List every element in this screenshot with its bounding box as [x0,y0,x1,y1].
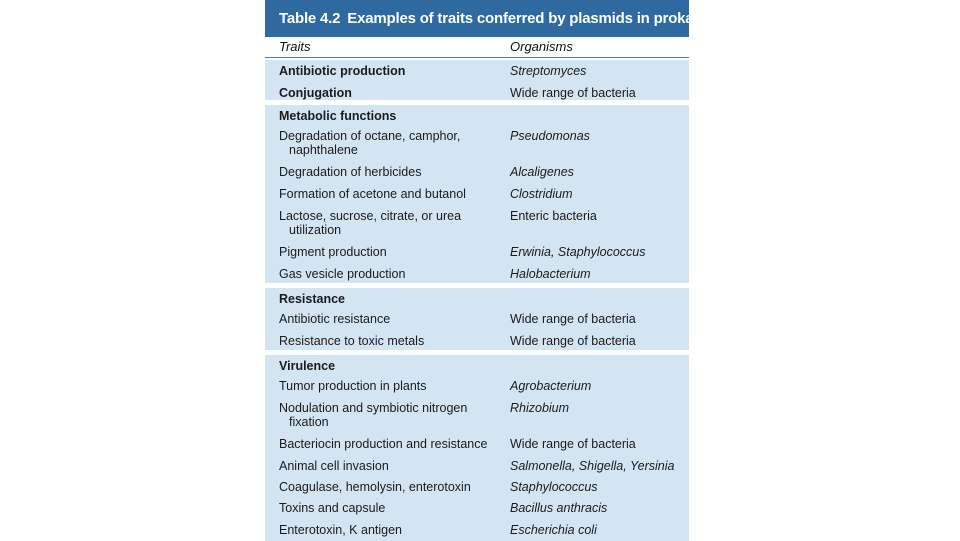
trait-cell [279,165,509,179]
table-row [265,497,689,519]
table-body [265,60,689,541]
organism-cell: Pseudomonas [510,129,590,143]
trait-text: Enterotoxin, K antigen [279,523,402,537]
table-group [265,355,689,541]
table-row [265,263,689,283]
header-organisms: Organisms [510,39,573,54]
trait-text-continued: utilization [289,223,342,237]
trait-cell [279,501,509,515]
table-title: Examples of traits conferred by plasmids in prokaryotes [347,10,738,27]
trait-cell [279,64,509,78]
trait-text: Gas vesicle production [279,267,406,281]
trait-text: Bacteriocin production and resistance [279,437,488,451]
trait-cell [279,480,509,494]
organism-cell: Enteric bacteria [510,209,597,223]
table-row [265,476,689,497]
organism-cell: Salmonella, Shigella, Yersinia [510,459,675,473]
organism-cell: Wide range of bacteria [510,312,636,326]
table-row [265,397,689,433]
table-row [265,519,689,541]
table-section-row [265,355,689,375]
organism-cell: Rhizobium [510,401,570,415]
organism-cell: Bacillus anthracis [510,501,608,515]
organism-cell: Erwinia, Staphylococcus [510,245,646,259]
trait-text: Nodulation and symbiotic nitrogen [279,401,468,415]
table-title-bar [265,0,738,37]
trait-cell [279,359,509,373]
trait-text-continued: fixation [289,415,329,429]
trait-text: Tumor production in plants [279,379,427,393]
organism-cell: Escherichia coli [510,523,597,537]
trait-text: Resistance to toxic metals [279,334,425,348]
table-header-row [265,37,689,58]
trait-cell [279,401,509,429]
trait-cell [279,267,509,281]
trait-cell [279,459,509,473]
trait-text: Metabolic functions [279,109,397,123]
trait-cell [279,129,509,157]
trait-text: Lactose, sucrose, citrate, or urea [279,209,462,223]
table-row [265,205,689,241]
table-group [265,105,689,283]
organism-cell: Clostridium [510,187,573,201]
trait-text: Degradation of octane, camphor, [279,129,461,143]
organism-cell: Halobacterium [510,267,591,281]
table-row [265,161,689,183]
trait-cell [279,109,509,123]
trait-cell [279,292,509,306]
organism-cell: Wide range of bacteria [510,334,636,348]
trait-text-continued: naphthalene [289,143,358,157]
table-number: Table 4.2 [279,10,341,27]
table-row [265,433,689,455]
trait-text: Resistance [279,292,346,306]
trait-text: Virulence [279,359,336,373]
table-section-row [265,82,689,100]
trait-text: Conjugation [279,86,352,100]
table-row [265,125,689,161]
organism-cell: Wide range of bacteria [510,86,636,100]
table-section-row [265,60,689,82]
trait-cell [279,379,509,393]
organism-cell: Wide range of bacteria [510,437,636,451]
table-group [265,288,689,350]
trait-cell [279,245,509,259]
trait-cell [279,209,509,237]
table-row [265,330,689,350]
table-row [265,308,689,330]
table-row [265,183,689,205]
trait-cell [279,312,509,326]
table-row [265,455,689,476]
trait-text: Pigment production [279,245,387,259]
plasmid-traits-table [265,0,738,537]
organism-cell: Alcaligenes [510,165,574,179]
organism-cell: Staphylococcus [510,480,598,494]
trait-text: Coagulase, hemolysin, enterotoxin [279,480,471,494]
header-traits: Traits [279,39,311,54]
trait-cell [279,437,509,451]
table-row [265,241,689,263]
table-row [265,375,689,397]
trait-text: Toxins and capsule [279,501,386,515]
organism-cell: Streptomyces [510,64,587,78]
table-section-row [265,288,689,308]
trait-cell [279,187,509,201]
trait-cell [279,523,509,537]
organism-cell: Agrobacterium [510,379,592,393]
trait-text: Antibiotic production [279,64,406,78]
trait-cell [279,334,509,348]
trait-text: Degradation of herbicides [279,165,422,179]
table-section-row [265,105,689,125]
trait-cell [279,86,509,100]
trait-text: Animal cell invasion [279,459,389,473]
trait-text: Antibiotic resistance [279,312,391,326]
trait-text: Formation of acetone and butanol [279,187,466,201]
table-group [265,60,689,100]
